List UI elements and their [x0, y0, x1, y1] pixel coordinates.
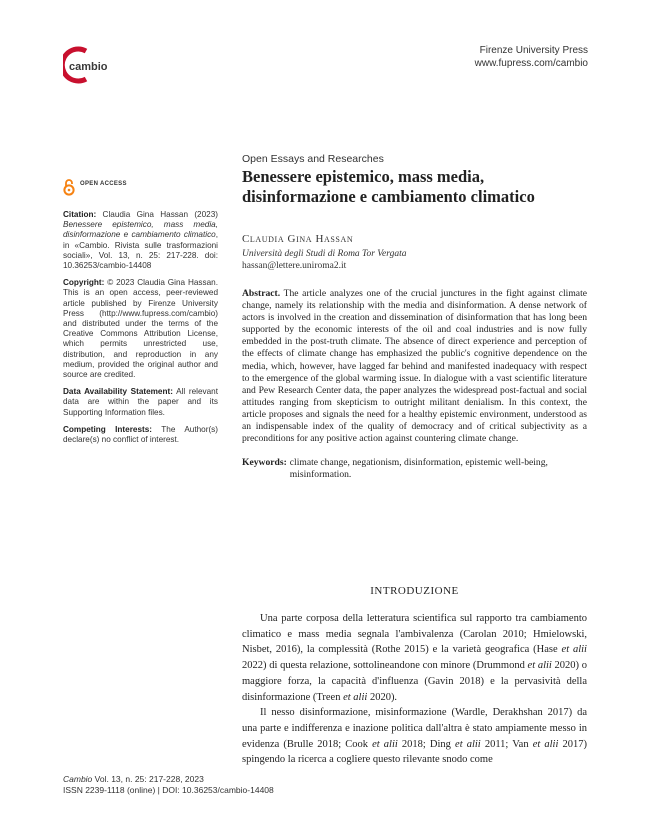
abstract-text: The article analyzes one of the crucial junctures in the fight against climate change, namely its relationship with the media and disinformation. A dense network of actors is involved in the creation and dissemination of disinformation that has long been supported by the economic interests of the oil and coal industries and is now fully embedded in the post-truth climate. The absence of direct experience and perception of the effects of climate change has emphasized the public's cognitive dependence on the media, which, however, have lagged far behind and manifested inadequacy with respect to the emergence of the global warming issue. In dialogue with a vast scientific literature and Pew Research Center data, the paper analyzes the widespread post-factual and social attitudes ranging from skepticism to outright militant denialism. In this context, the article proposes and signals the need for a healthy epistemic environment, understood as an indispensable index of the quality of democracy and of critical subjectivity as a preconditions for any positive action against countering climate change. [242, 288, 587, 445]
open-access-badge [63, 178, 213, 196]
et-alii: et alii [561, 644, 587, 656]
data-availability-text: All relevant data are within the paper and its Supporting Information files. [63, 387, 218, 417]
keywords-text: climate change, negationism, disinformation, epistemic well-being, misinformation. [289, 457, 548, 481]
keywords [242, 457, 587, 481]
author-name: Claudia Gina Hassan [242, 233, 354, 245]
author-affiliation: Università degli Studi di Roma Tor Vergata [242, 249, 407, 259]
journal-name: Cambio [63, 774, 93, 784]
competing-interests-label: Competing Interests: [63, 424, 153, 434]
citation [63, 210, 218, 271]
copyright-label: Copyright: [63, 278, 105, 288]
author-email[interactable]: hassan@lettere.uniroma2.it [242, 261, 347, 271]
copyright-text: © 2023 Claudia Gina Hassan. This is an open access, peer-reviewed article published by Firenze University Press (http://www.fupress.com/cambio) and distributed under the terms of the Creative Commons Attribution License, which permits unrestricted use, distribution, and reproduction in any medium, provided the original author and source are credited. [63, 278, 218, 380]
keywords-label: Keywords: [242, 457, 287, 469]
data-availability-label: Data Availability Statement: [63, 387, 173, 397]
publisher-block [475, 44, 588, 70]
article-title: Benessere epistemico, mass media, disinformazione e cambiamento climatico [242, 167, 535, 206]
body-text [242, 611, 587, 768]
issn-doi: ISSN 2239-1118 (online) | DOI: 10.36253/cambio-14408 [63, 785, 274, 795]
citation-title: Benessere epistemico, mass media, disinformazione e cambiamento climatico [63, 220, 218, 240]
open-access-icon [63, 178, 75, 196]
et-alii: et alii [527, 660, 552, 672]
cambio-logo [63, 45, 115, 85]
paragraph-text: 2017) spingendo la ricerca a cogliere questo rilevante snodo come [242, 738, 587, 766]
citation-label: Citation: [63, 210, 97, 219]
page-footer [63, 774, 274, 796]
paragraph-text: 2018; Ding [397, 738, 456, 750]
paragraph [242, 705, 587, 768]
article-header [242, 153, 587, 481]
et-alii: et alii [372, 738, 398, 750]
svg-text:cambio: cambio [69, 61, 108, 73]
intro-heading: INTRODUZIONE [370, 585, 459, 597]
et-alii: et alii [455, 738, 481, 750]
abstract [242, 288, 587, 445]
paragraph-text: 2020). [367, 691, 398, 703]
et-alii: et alii [532, 738, 559, 750]
paragraph-text: Il nesso disinformazione, misinformazione (Wardle, Derakhshan 2017) da una parte e indifferenza e inazione politica dall'altra è stato ampiamente messo in evidenza (Brulle 2018; Cook [242, 707, 587, 750]
et-alii: et alii [343, 691, 368, 703]
section-label: Open Essays and Researches [242, 153, 384, 165]
cambio-logo-mark [63, 45, 115, 85]
competing-interests [63, 425, 218, 445]
article-info-sidebar [63, 210, 218, 452]
citation-source: , in «Cambio. Rivista sulle trasformazioni sociali», Vol. 13, n. 25: 217-228. doi: 10.36253/cambio-14408 [63, 230, 218, 271]
paragraph [242, 611, 587, 705]
paragraph-text: Una parte corposa della letteratura scientifica sul rapporto tra cambiamento climatico e mass media segnala l'ambivalenza (Carolan 2010; Hmielowski, Nisbet, 2016), la complessità (Rothe 2015) e la varietà geografica (Hase [242, 613, 587, 656]
citation-authors: Claudia Gina Hassan (2023) [102, 210, 218, 219]
journal-citation [63, 774, 274, 785]
copyright [63, 278, 218, 380]
paragraph-text: 2011; Van [480, 738, 533, 750]
open-access-label: OPEN ACCESS [80, 181, 127, 187]
data-availability [63, 387, 218, 418]
abstract-label: Abstract. [242, 288, 281, 299]
journal-volume: Vol. 13, n. 25: 217-228, 2023 [92, 774, 204, 784]
competing-interests-text: The Author(s) declare(s) no conflict of interest. [63, 424, 218, 445]
paragraph-text: 2020) o maggiore forza, la capacità d'influenza (Gavin 2018) e la pervasività della disinformazione (Treen [242, 660, 588, 703]
publisher-name: Firenze University Press [479, 45, 588, 56]
paragraph-text: 2022) di questa relazione, sottolineandone con minore (Drummond [242, 660, 528, 672]
publisher-url[interactable]: www.fupress.com/cambio [474, 58, 588, 69]
